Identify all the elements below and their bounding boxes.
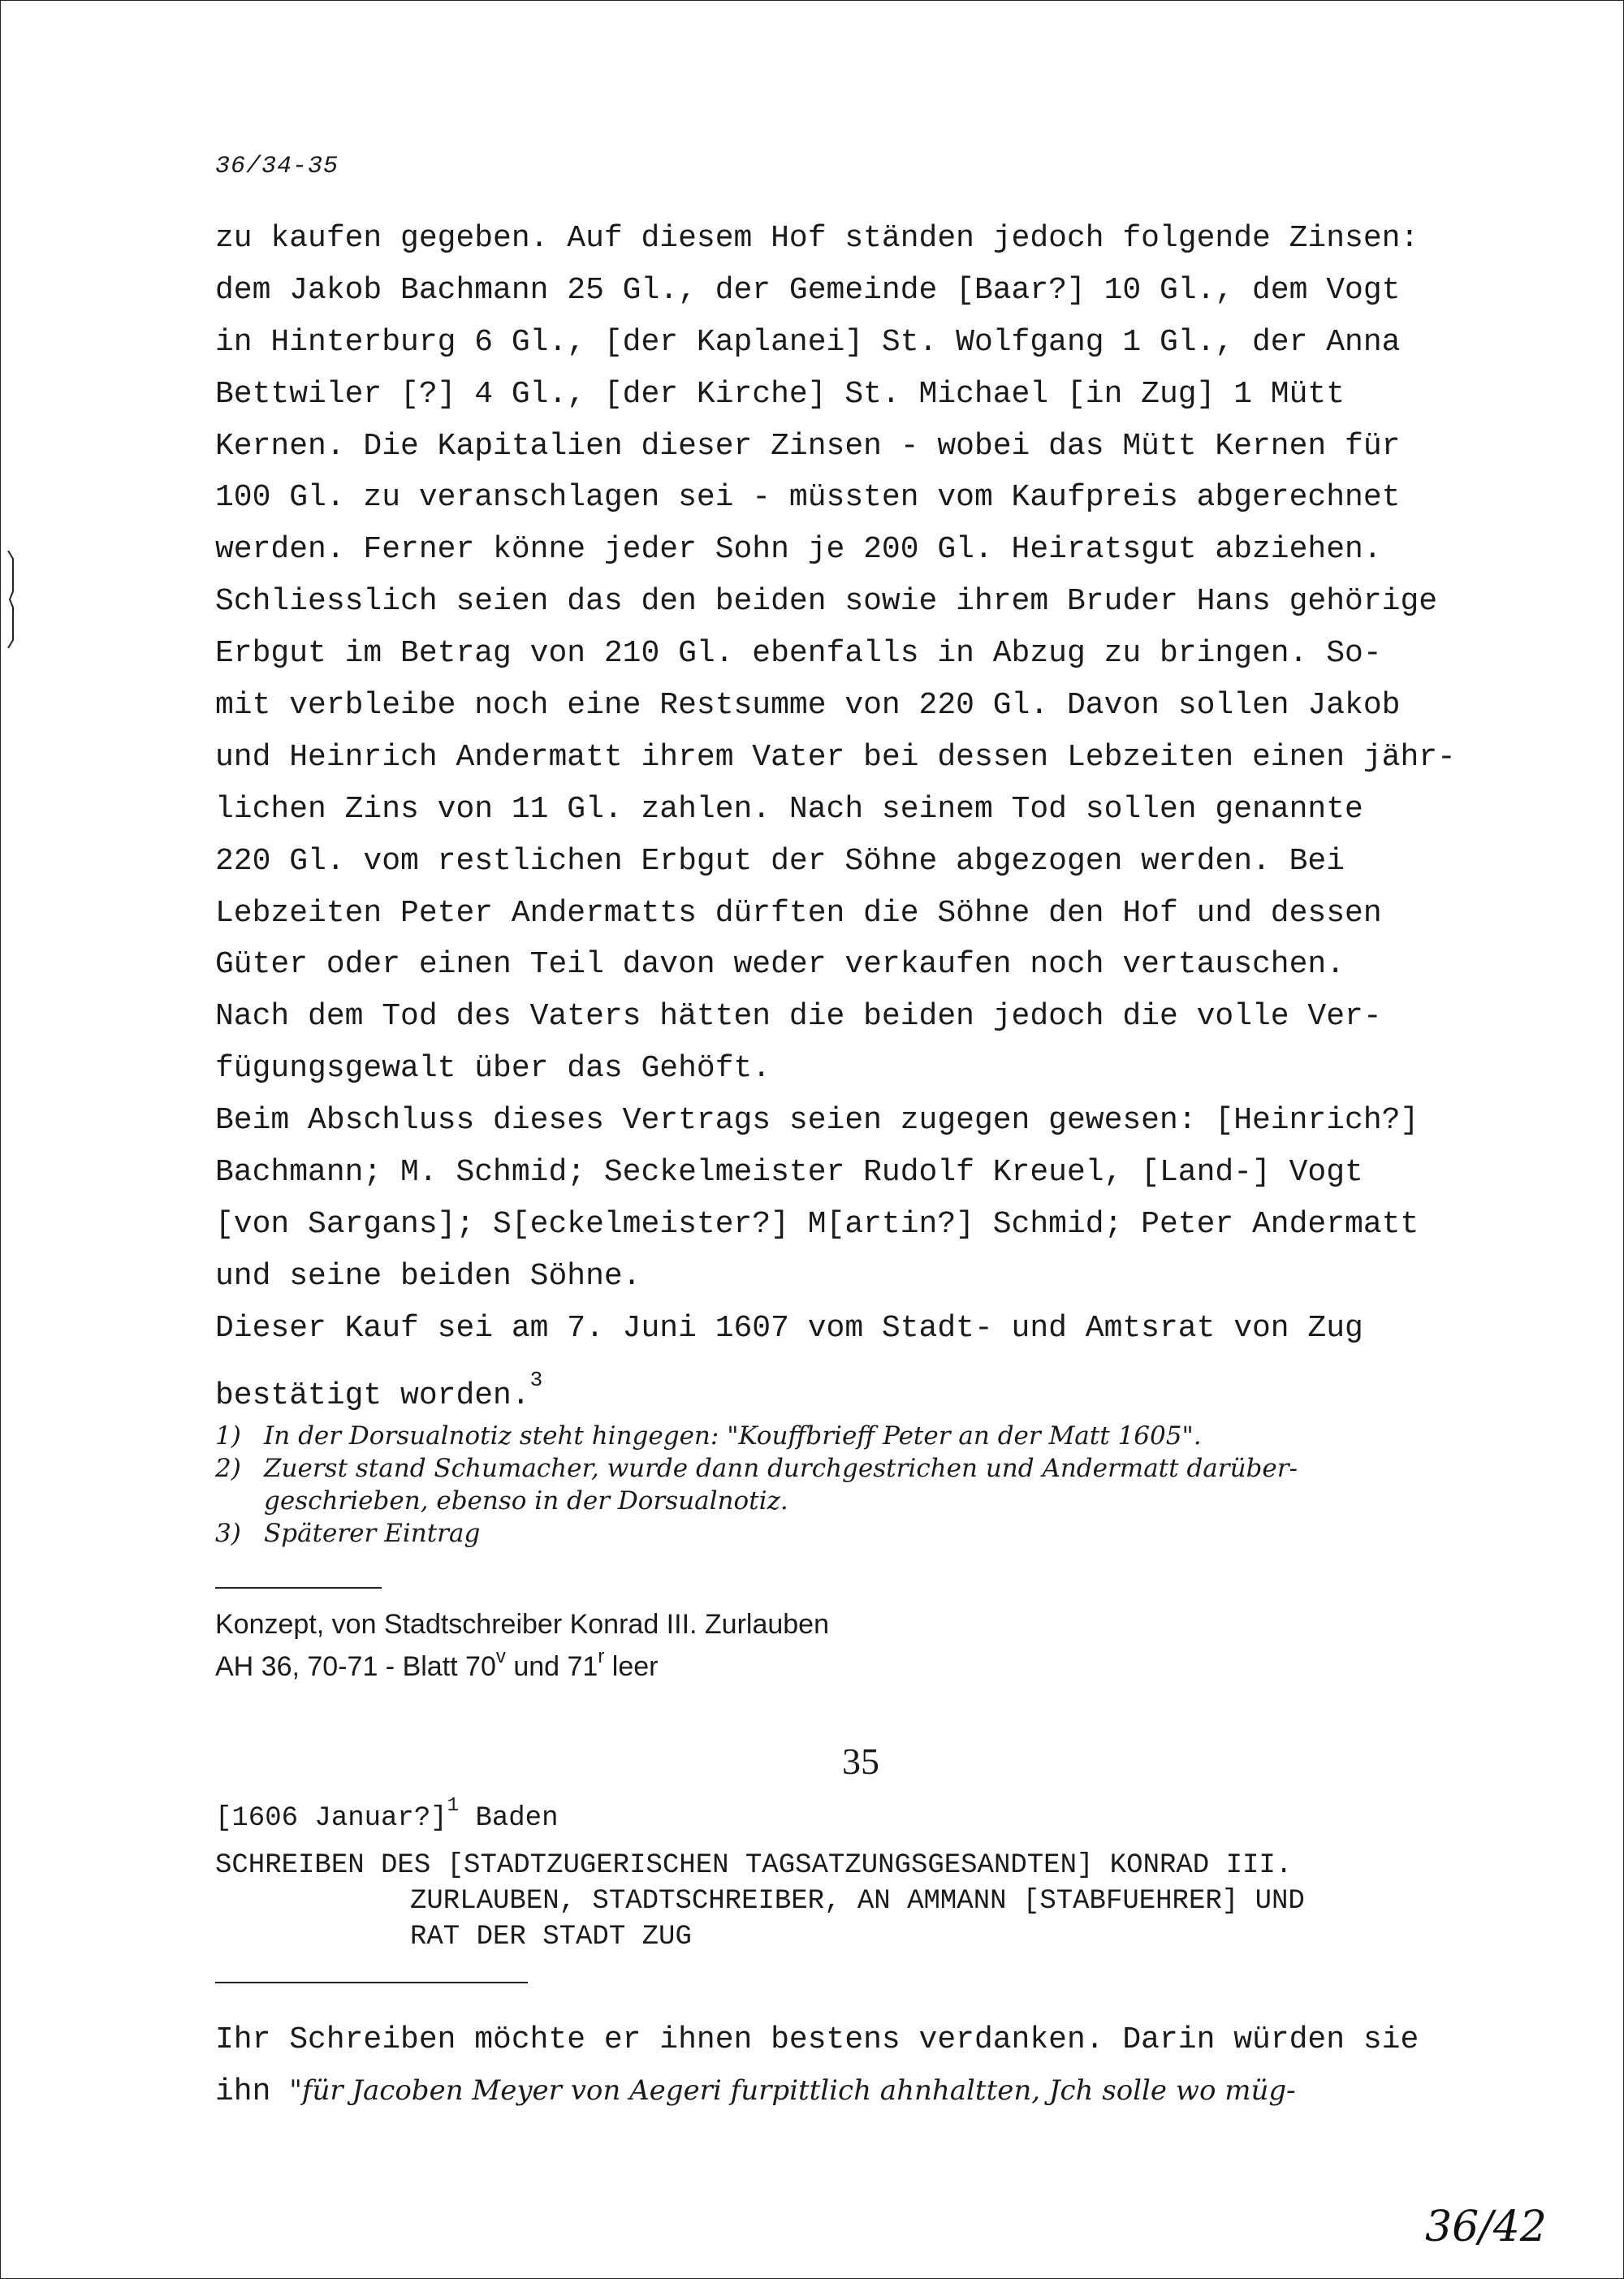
section-divider bbox=[215, 1982, 528, 1983]
body-line: mit verbleibe noch eine Restsumme von 220 Gl. Davon sollen Jakob bbox=[215, 688, 1401, 724]
footnote bbox=[215, 1452, 1547, 1517]
footnote-ref: 1 bbox=[447, 1795, 460, 1817]
body-line: Dieser Kauf sei am 7. Juni 1607 vom Stadt- und Amtsrat von Zug bbox=[215, 1310, 1363, 1346]
footnote-number: 1) bbox=[215, 1421, 241, 1451]
letter-quote: "für Jacoben Meyer von Aegeri furpittlich ahnhaltten, Jch solle wo müg- bbox=[289, 2074, 1296, 2107]
body-line: lichen Zins von 11 Gl. zahlen. Nach seinem Tod sollen genannte bbox=[215, 791, 1363, 827]
body-line: dem Jakob Bachmann 25 Gl., der Gemeinde [Baar?] 10 Gl., dem Vogt bbox=[215, 272, 1401, 308]
body-line: Erbgut im Betrag von 210 Gl. ebenfalls in Abzug zu bringen. So- bbox=[215, 636, 1382, 672]
document-title bbox=[215, 1848, 1579, 1955]
body-line: werden. Ferner könne jeder Sohn je 200 Gl. Heiratsgut abziehen. bbox=[215, 532, 1382, 568]
source-line-1: Konzept, von Stadtschreiber Konrad III. Zurlauben bbox=[215, 1609, 830, 1640]
footnote bbox=[215, 1420, 1547, 1452]
body-line-last bbox=[215, 1355, 1547, 1413]
body-line: Güter oder einen Teil davon weder verkaufen noch vertauschen. bbox=[215, 947, 1345, 983]
footnote-text: In der Dorsualnotiz steht hingegen: "Kouffbrieff Peter an der Matt 1605". bbox=[264, 1421, 1202, 1451]
footnote-continuation: geschrieben, ebenso in der Dorsualnotiz. bbox=[264, 1486, 788, 1516]
source-line-2 bbox=[215, 1641, 829, 1683]
body-line: zu kaufen gegeben. Auf diesem Hof ständen jedoch folgende Zinsen: bbox=[215, 221, 1419, 256]
body-last-text: bestätigt worden. bbox=[215, 1377, 530, 1413]
body-line: [von Sargans]; S[eckelmeister?] M[artin?] Schmid; Peter Andermatt bbox=[215, 1206, 1419, 1242]
body-line: Nach dem Tod des Vaters hätten die beiden jedoch die volle Ver- bbox=[215, 999, 1382, 1035]
footnote-number: 2) bbox=[215, 1454, 241, 1483]
document-date bbox=[215, 1795, 558, 1834]
footnote-number: 3) bbox=[215, 1519, 241, 1548]
letter-plain: ihn bbox=[215, 2074, 290, 2109]
footnotes bbox=[215, 1420, 1547, 1550]
source-note bbox=[215, 1608, 829, 1683]
source-text: leer bbox=[604, 1651, 659, 1682]
body-line: und seine beiden Söhne. bbox=[215, 1258, 641, 1294]
page-reference: 36/34-35 bbox=[215, 153, 339, 180]
body-line: Bettwiler [?] 4 Gl., [der Kirche] St. Michael [in Zug] 1 Mütt bbox=[215, 376, 1345, 412]
footnote-ref: 3 bbox=[529, 1367, 543, 1392]
body-line: in Hinterburg 6 Gl., [der Kaplanei] St. Wolfgang 1 Gl., der Anna bbox=[215, 324, 1401, 360]
document-number: 35 bbox=[842, 1741, 879, 1782]
body-line: Schliesslich seien das den beiden sowie ihrem Bruder Hans gehörige bbox=[215, 584, 1438, 620]
margin-bracket-mark bbox=[6, 551, 15, 648]
footnote-text: Zuerst stand Schumacher, wurde dann durchgestrichen und Andermatt darüber- bbox=[264, 1454, 1298, 1483]
title-line: SCHREIBEN DES [STADTZUGERISCHEN TAGSATZUNGSGESANDTEN] KONRAD III. bbox=[215, 1850, 1293, 1881]
body-line: Bachmann; M. Schmid; Seckelmeister Rudolf Kreuel, [Land-] Vogt bbox=[215, 1155, 1363, 1191]
body-line: 220 Gl. vom restlichen Erbgut der Söhne abgezogen werden. Bei bbox=[215, 843, 1345, 879]
footnote-text: Späterer Eintrag bbox=[264, 1519, 481, 1548]
letter-text bbox=[215, 2014, 1579, 2117]
verso-mark: v bbox=[495, 1645, 506, 1667]
body-line: Beim Abschluss dieses Vertrags seien zugegen gewesen: [Heinrich?] bbox=[215, 1103, 1419, 1139]
archive-mark: 36/42 bbox=[1425, 2203, 1547, 2251]
place-text: Baden bbox=[459, 1803, 559, 1834]
body-line: Lebzeiten Peter Andermatts dürften die Söhne den Hof und dessen bbox=[215, 895, 1382, 931]
letter-line: Ihr Schreiben möchte er ihnen bestens verdanken. Darin würden sie bbox=[215, 2022, 1419, 2057]
recto-mark: r bbox=[598, 1645, 605, 1667]
source-text: und 71 bbox=[505, 1651, 598, 1682]
body-line: Kernen. Die Kapitalien dieser Zinsen - wobei das Mütt Kernen für bbox=[215, 428, 1401, 464]
body-text bbox=[215, 213, 1547, 1413]
source-text: AH 36, 70-71 - Blatt 70 bbox=[215, 1651, 496, 1682]
footnote bbox=[215, 1517, 1547, 1550]
body-line: und Heinrich Andermatt ihrem Vater bei dessen Lebzeiten einen jähr- bbox=[215, 739, 1456, 775]
body-line: fügungsgewalt über das Gehöft. bbox=[215, 1051, 771, 1087]
body-line: 100 Gl. zu veranschlagen sei - müssten vom Kaufpreis abgerechnet bbox=[215, 480, 1401, 516]
date-text: [1606 Januar?] bbox=[215, 1803, 447, 1834]
title-line: ZURLAUBEN, STADTSCHREIBER, AN AMMANN [STABFUEHRER] UND bbox=[410, 1886, 1305, 1917]
section-divider bbox=[215, 1587, 382, 1589]
title-line: RAT DER STADT ZUG bbox=[410, 1922, 692, 1953]
letter-line bbox=[215, 2065, 1579, 2117]
